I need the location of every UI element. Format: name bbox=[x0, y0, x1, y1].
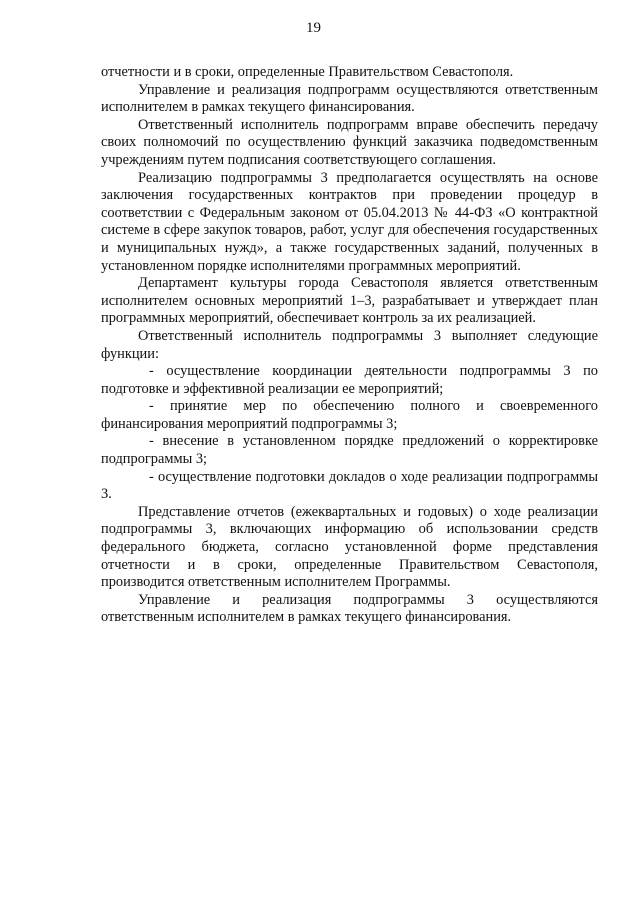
paragraph-6: Ответственный исполнитель подпрограммы 3 выполняет следующие функции: bbox=[101, 327, 598, 362]
paragraph-5: Департамент культуры города Севастополя является ответственным исполнителем основных мероприятий 1–3, разрабатывает и утверждает план программных мероприятий, обеспечивает контроль за их реализацией. bbox=[101, 275, 598, 327]
list-item-4: - осуществление подготовки докладов о ходе реализации подпрограммы 3. bbox=[101, 468, 598, 503]
list-item-1: - осуществление координации деятельности подпрограммы 3 по подготовке и эффективной реализации ее мероприятий; bbox=[101, 363, 598, 397]
paragraph-2: Управление и реализация подпрограмм осуществляются ответственным исполнителем в рамках текущего финансирования. bbox=[101, 81, 598, 116]
list-item-2: - принятие мер по обеспечению полного и своевременного финансирования мероприятий подпрограммы 3; bbox=[101, 398, 598, 432]
paragraph-1: отчетности и в сроки, определенные Правительством Севастополя. bbox=[101, 64, 514, 80]
page-number: 19 bbox=[306, 20, 321, 36]
paragraph-3: Ответственный исполнитель подпрограмм вправе обеспечить передачу своих полномочий по осуществлению функций заказчика подведомственным учреждениям путем подписания соответствующего соглашения. bbox=[101, 116, 598, 168]
paragraph-8: Управление и реализация подпрограммы 3 осуществляются ответственным исполнителем в рамках текущего финансирования. bbox=[101, 591, 598, 626]
paragraph-7: Представление отчетов (ежеквартальных и годовых) о ходе реализации подпрограммы 3, включающих информацию об использовании средств федерального бюджета, согласно установленной форме представления отчетности и в сроки, определенные Правительством Севастополя, производится ответственным исполнителем Программы. bbox=[101, 503, 598, 591]
list-item-3: - внесение в установленном порядке предложений о корректировке подпрограммы 3; bbox=[101, 433, 598, 468]
document-body bbox=[101, 64, 598, 627]
paragraph-4: Реализацию подпрограммы 3 предполагается осуществлять на основе заключения государственных контрактов при проведении процедур в соответствии с Федеральным законом от 05.04.2013 № 44-ФЗ «О контрактной системе в сфере закупок товаров, работ, услуг для обеспечения государственных и муниципальных нужд», а также государственных заданий, полученных в установленном порядке исполнителями программных мероприятий. bbox=[101, 169, 598, 274]
